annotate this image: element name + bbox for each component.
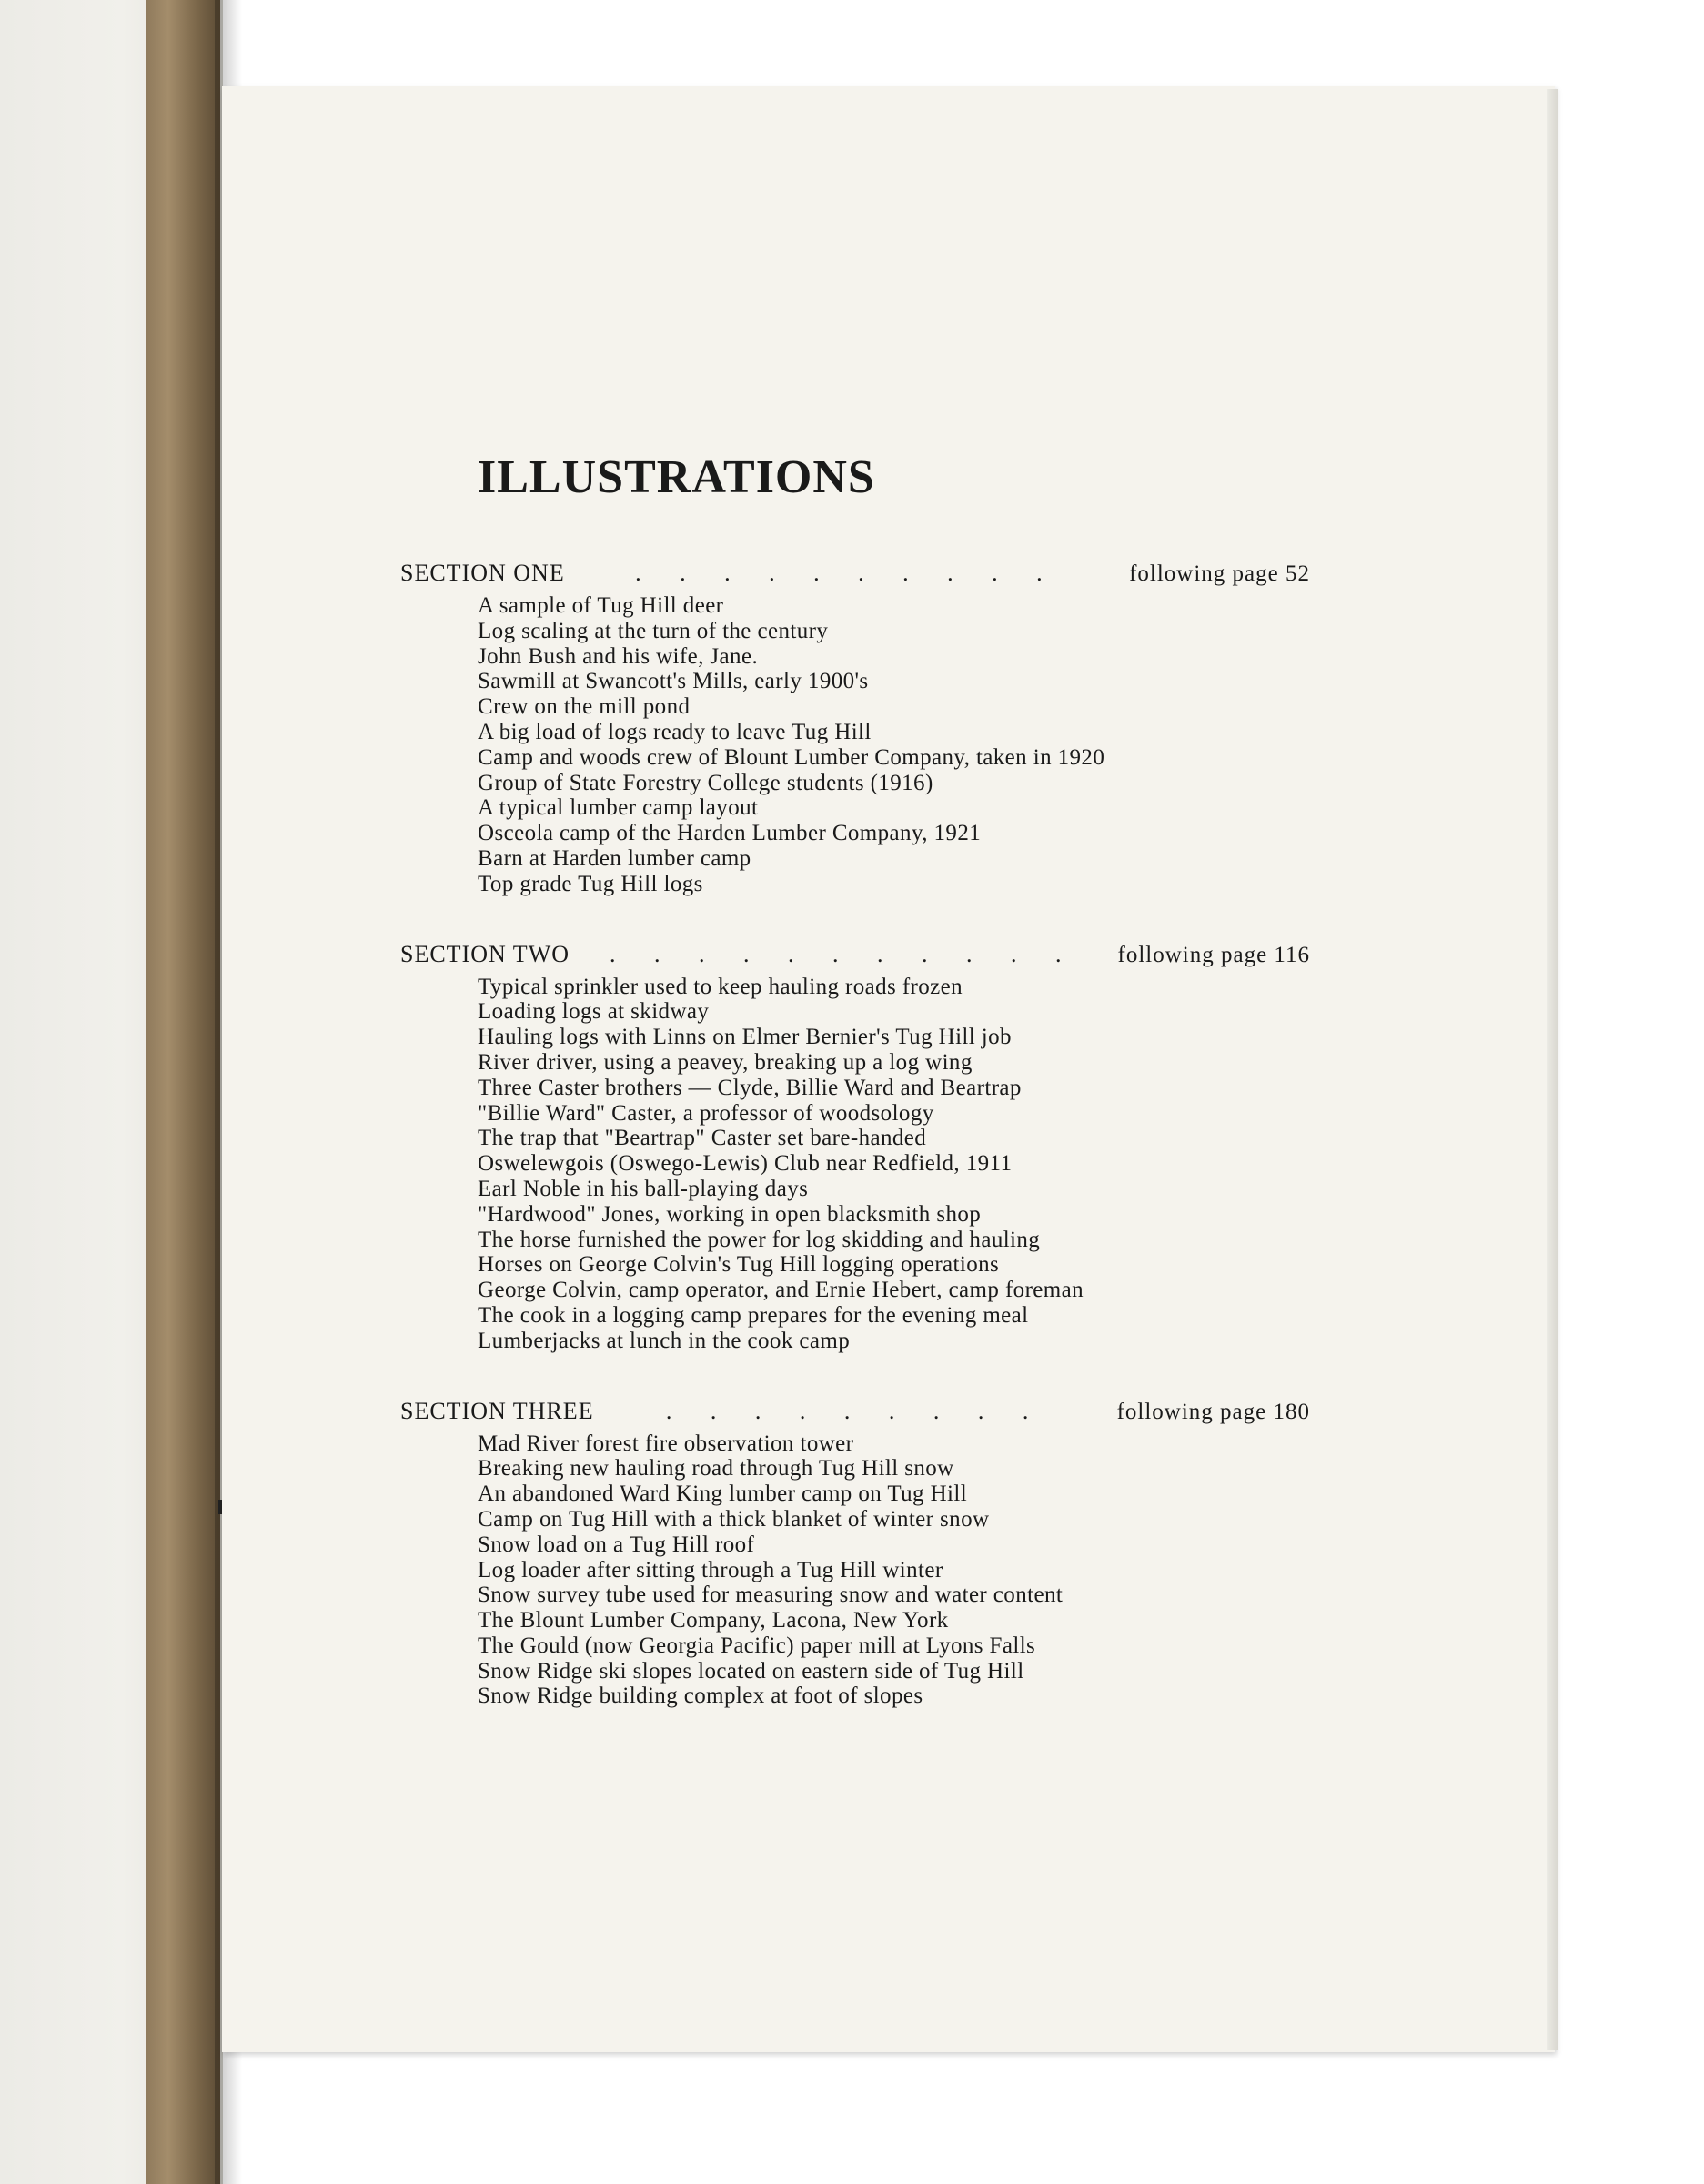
- list-item: Lumberjacks at lunch in the cook camp: [478, 1328, 851, 1353]
- section-name: SECTION ONE: [400, 560, 565, 586]
- list-item: Hauling logs with Linns on Elmer Bernier's Tug Hill job: [478, 1025, 1012, 1050]
- list-item: A big load of logs ready to leave Tug Hill: [478, 719, 872, 744]
- list-item: River driver, using a peavey, breaking up a log wing: [478, 1049, 973, 1075]
- list-item: Snow Ridge building complex at foot of slopes: [478, 1684, 923, 1709]
- list-item: Camp and woods crew of Blount Lumber Company, taken in 1920: [478, 744, 1105, 770]
- dot-leader: . . . . . . . . . .: [635, 560, 1059, 586]
- list-item: The Blount Lumber Company, Lacona, New York: [478, 1608, 949, 1633]
- list-item: Earl Noble in his ball-playing days: [478, 1176, 809, 1201]
- dot-leader: . . . . . . . . . . .: [610, 940, 1078, 967]
- list-item: Snow Ridge ski slopes located on eastern side of Tug Hill: [478, 1658, 1024, 1684]
- section-three: [400, 1396, 1310, 1710]
- list-item: Crew on the mill pond: [478, 694, 691, 720]
- page-edge: [1547, 89, 1558, 2050]
- list-item: John Bush and his wife, Jane.: [478, 643, 759, 669]
- section-name: SECTION THREE: [400, 1397, 594, 1424]
- dot-leader: . . . . . . . . .: [665, 1397, 1045, 1424]
- illustration-list: [478, 1431, 1310, 1710]
- list-item: Oswelewgois (Oswego-Lewis) Club near Redfield, 1911: [478, 1151, 1013, 1177]
- list-item: Mad River forest fire observation tower: [478, 1431, 854, 1456]
- section-one: [400, 558, 1310, 897]
- section-two: [400, 939, 1310, 1354]
- list-item: Top grade Tug Hill logs: [478, 871, 703, 896]
- list-item: Typical sprinkler used to keep hauling roads frozen: [478, 974, 963, 999]
- list-item: Horses on George Colvin's Tug Hill logging operations: [478, 1252, 1000, 1278]
- list-item: Camp on Tug Hill with a thick blanket of winter snow: [478, 1506, 990, 1532]
- list-item: Loading logs at skidway: [478, 999, 710, 1025]
- book-binding: [146, 0, 220, 2184]
- section-heading: [400, 558, 1310, 590]
- list-item: Snow load on a Tug Hill roof: [478, 1532, 755, 1557]
- list-item: Group of State Forestry College students (1916): [478, 770, 933, 795]
- list-item: The horse furnished the power for log skidding and hauling: [478, 1227, 1041, 1252]
- page-reference: following page 116: [1117, 942, 1310, 967]
- list-item: Breaking new hauling road through Tug Hill snow: [478, 1456, 954, 1481]
- list-item: "Hardwood" Jones, working in open blacksmith shop: [478, 1201, 982, 1227]
- list-item: Three Caster brothers — Clyde, Billie Ward and Beartrap: [478, 1075, 1022, 1100]
- list-item: A typical lumber camp layout: [478, 795, 759, 821]
- list-item: "Billie Ward" Caster, a professor of woodsology: [478, 1100, 934, 1126]
- illustration-list: [478, 975, 1310, 1354]
- section-heading: [400, 939, 1310, 971]
- list-item: A sample of Tug Hill deer: [478, 593, 724, 618]
- list-item: Log scaling at the turn of the century: [478, 618, 829, 643]
- illustration-list: [478, 593, 1310, 897]
- list-item: Log loader after sitting through a Tug Hill winter: [478, 1557, 943, 1582]
- list-item: Sawmill at Swancott's Mills, early 1900's: [478, 669, 869, 694]
- list-item: The cook in a logging camp prepares for the evening meal: [478, 1302, 1029, 1328]
- section-heading: [400, 1396, 1310, 1428]
- list-item: An abandoned Ward King lumber camp on Tug Hill: [478, 1481, 968, 1507]
- list-item: Osceola camp of the Harden Lumber Company, 1921: [478, 821, 982, 846]
- list-item: The trap that "Beartrap" Caster set bare-handed: [478, 1126, 927, 1151]
- page-reference: following page 52: [1129, 561, 1310, 586]
- list-item: Barn at Harden lumber camp: [478, 845, 751, 871]
- list-item: Snow survey tube used for measuring snow and water content: [478, 1582, 1064, 1608]
- list-item: The Gould (now Georgia Pacific) paper mill at Lyons Falls: [478, 1633, 1036, 1658]
- page-title: ILLUSTRATIONS: [478, 451, 875, 503]
- illustrations-list: [400, 441, 1310, 1709]
- section-name: SECTION TWO: [400, 940, 570, 967]
- page-reference: following page 180: [1116, 1399, 1310, 1424]
- list-item: George Colvin, camp operator, and Ernie Hebert, camp foreman: [478, 1278, 1084, 1303]
